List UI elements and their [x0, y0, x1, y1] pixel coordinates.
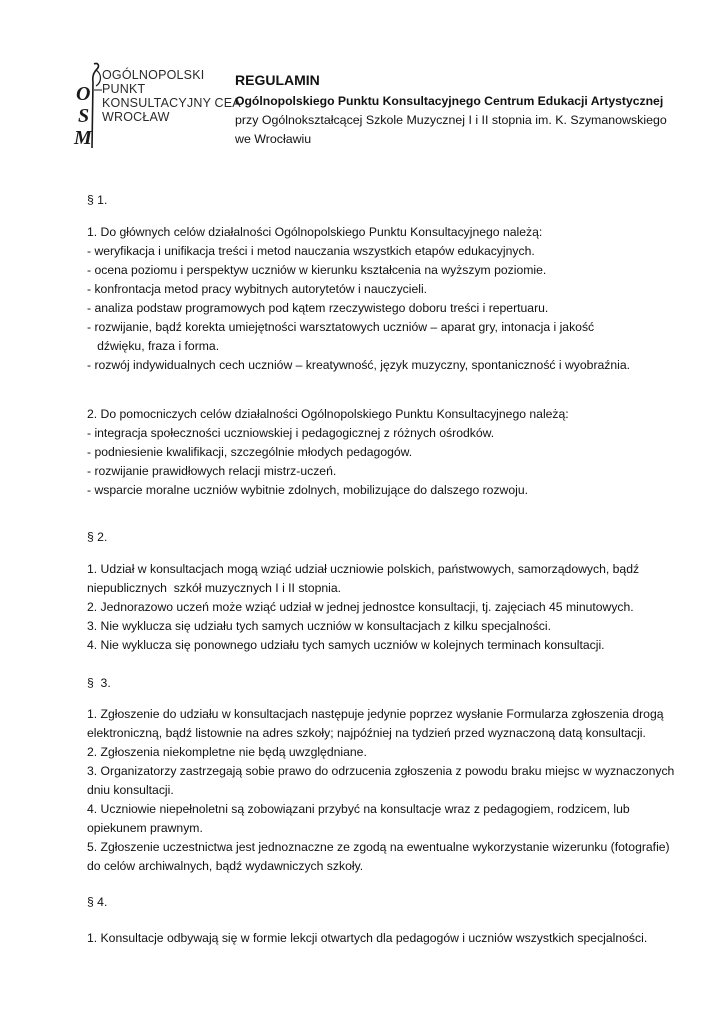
paragraph-line: 5. Zgłoszenie uczestnictwa jest jednoznaczne ze zgodą na ewentualne wykorzystanie wizerunku (fotografie): [87, 840, 670, 854]
paragraph-line: 3. Organizatorzy zastrzegają sobie prawo do odrzucenia zgłoszenia z powodu braku miejsc w wyznaczonych: [87, 764, 675, 778]
paragraph-line: - konfrontacja metod pracy wybitnych autorytetów i nauczycieli.: [87, 282, 428, 296]
paragraph-line: - integracja społeczności uczniowskiej i pedagogicznej z różnych ośrodków.: [87, 426, 495, 440]
section-heading: § 1.: [87, 193, 108, 207]
logo-letter-s: S: [78, 105, 90, 127]
paragraph-line: - rozwijanie, bądź korekta umiejętności warsztatowych uczniów – aparat gry, intonacja i jakość: [87, 320, 595, 334]
paragraph-line: dniu konsultacji.: [87, 783, 174, 797]
document-subtitle: Ogólnopolskiego Punktu Konsultacyjnego Centrum Edukacji Artystycznej: [235, 94, 664, 108]
paragraph-line: niepublicznych szkół muzycznych I i II stopnia.: [87, 581, 342, 595]
document-subtitle-line: we Wrocławiu: [235, 132, 312, 146]
section-heading: § 3.: [87, 676, 111, 690]
paragraph-line: 2. Do pomocniczych celów działalności Ogólnopolskiego Punktu Konsultacyjnego należą:: [87, 407, 569, 421]
section-heading: § 4.: [87, 895, 108, 909]
logo-text-line: PUNKT: [102, 82, 146, 96]
paragraph-line: - analiza podstaw programowych pod kątem rzeczywistego doboru treści i repertuaru.: [87, 301, 549, 315]
paragraph-line: - weryfikacja i unifikacja treści i metod nauczania wszystkich etapów edukacyjnych.: [87, 244, 535, 258]
paragraph-line: elektroniczną, bądź listownie na adres szkoły; najpóźniej na tydzień przed wyznaczoną datą konsultacji.: [87, 726, 646, 740]
paragraph-line: 1. Zgłoszenie do udziału w konsultacjach następuje jedynie poprzez wysłanie Formularza zgłoszenia drogą: [87, 707, 664, 721]
paragraph-line: 4. Uczniowie niepełnoletni są zobowiązani przybyć na konsultacje wraz z pedagogiem, rodzicem, lub: [87, 802, 630, 816]
paragraph-line: 1. Do głównych celów działalności Ogólnopolskiego Punktu Konsultacyjnego należą:: [87, 225, 543, 239]
logo-letter-m: M: [74, 127, 92, 149]
logo-text-line: WROCŁAW: [102, 110, 170, 124]
paragraph-line: - podniesienie kwalifikacji, szczególnie młodych pedagogów.: [87, 445, 413, 459]
paragraph-line: 2. Jednorazowo uczeń może wziąć udział w jednej jednostce konsultacji, tj. zajęciach 45 minutowych.: [87, 600, 634, 614]
logo-letter-o: O: [76, 83, 91, 105]
paragraph-line: 2. Zgłoszenia niekompletne nie będą uwzględniane.: [87, 745, 367, 759]
school-logo: [72, 60, 241, 152]
paragraph-line: - rozwój indywidualnych cech uczniów – kreatywność, język muzyczny, spontaniczność i wyobraźnia.: [87, 358, 631, 372]
paragraph-line: - wsparcie moralne uczniów wybitnie zdolnych, mobilizujące do dalszego rozwoju.: [87, 483, 528, 497]
paragraph-line: 1. Udział w konsultacjach mogą wziąć udział uczniowie polskich, państwowych, samorządowych, bądź: [87, 562, 640, 576]
logo-text-line: OGÓLNOPOLSKI: [102, 68, 205, 82]
paragraph-line: do celów archiwalnych, bądź wydawniczych szkoły.: [87, 859, 364, 873]
paragraph-line: 4. Nie wyklucza się ponownego udziału tych samych uczniów w kolejnych terminach konsultacji.: [87, 638, 605, 652]
section-heading: § 2.: [87, 530, 108, 544]
paragraph-line: - rozwijanie prawidłowych relacji mistrz-uczeń.: [87, 464, 337, 478]
paragraph-line: dźwięku, fraza i forma.: [87, 339, 220, 353]
logo-text-line: KONSULTACYJNY CEA: [102, 96, 241, 110]
paragraph-line: opiekunem prawnym.: [87, 821, 203, 835]
document-title: REGULAMIN: [235, 72, 320, 88]
paragraph-line: 3. Nie wyklucza się udziału tych samych uczniów w konsultacjach z kilku specjalności.: [87, 619, 551, 633]
document-subtitle-line: przy Ogólnokształcącej Szkole Muzycznej I i II stopnia im. K. Szymanowskiego: [235, 113, 667, 127]
paragraph-line: - ocena poziomu i perspektyw uczniów w kierunku kształcenia na wyższym poziomie.: [87, 263, 547, 277]
paragraph-line: 1. Konsultacje odbywają się w formie lekcji otwartych dla pedagogów i uczniów wszystkich specjalności.: [87, 931, 648, 945]
